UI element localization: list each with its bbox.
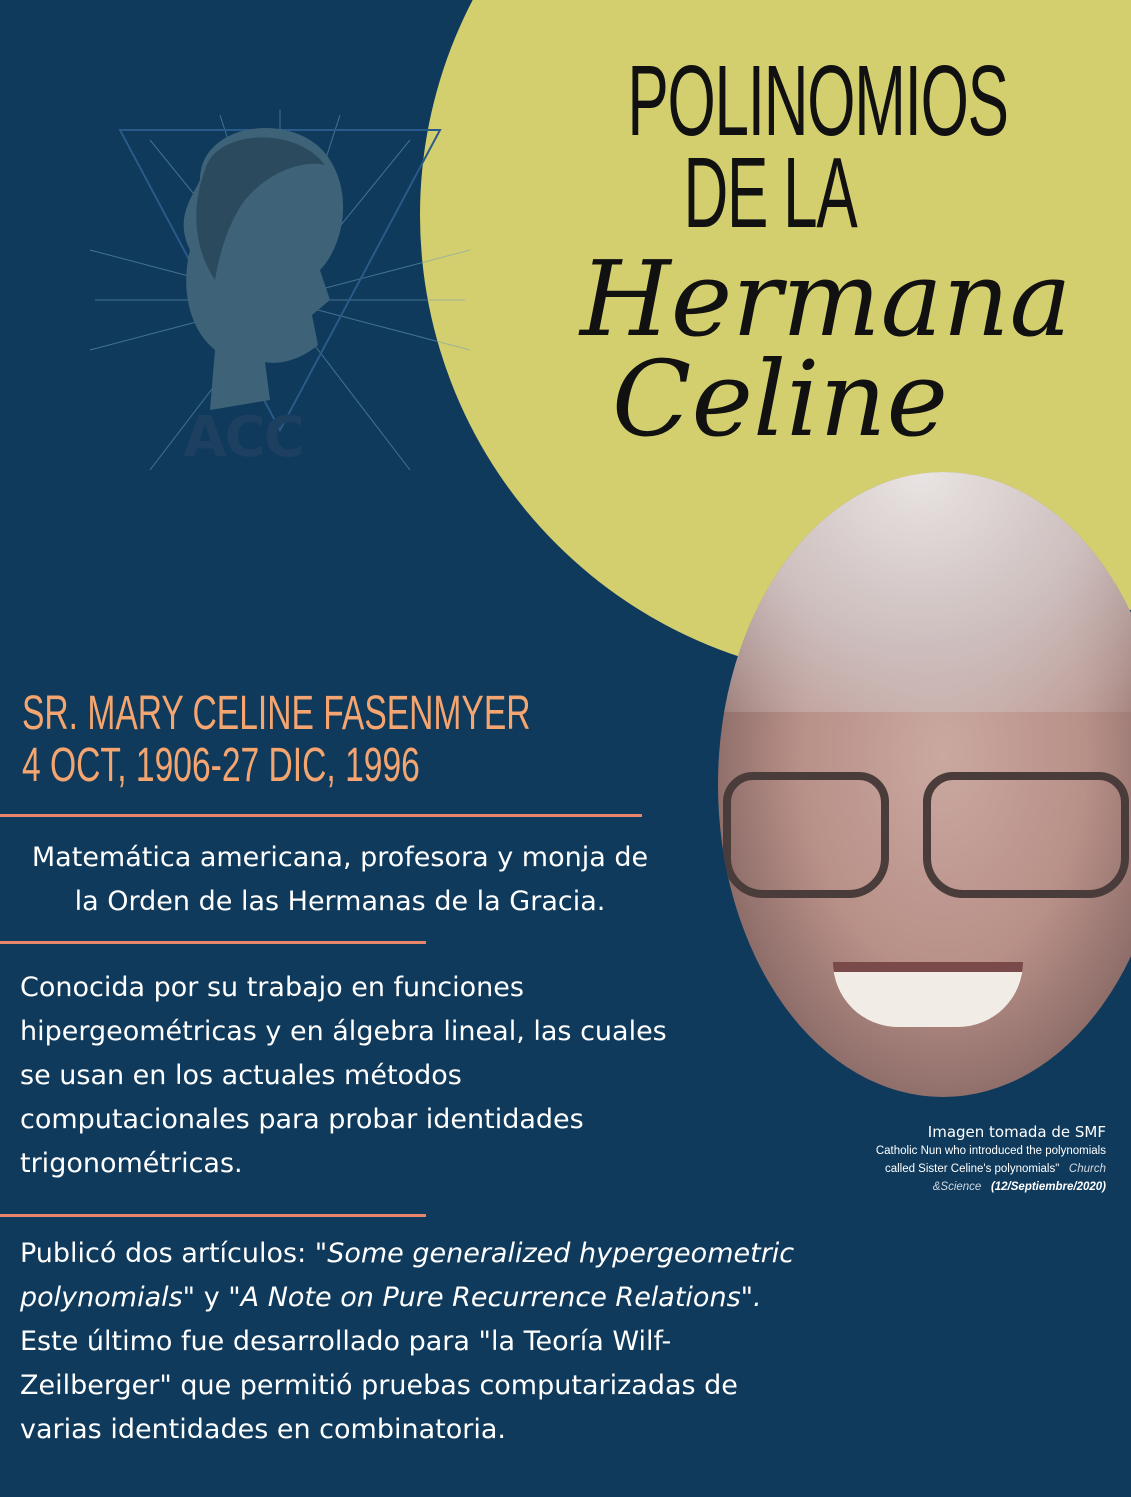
title-line-2: DE LA [683,137,857,249]
caption-source: Church [1068,1163,1106,1175]
caption-line-2: Catholic Nun who introduced the polynomials [875,1145,1106,1157]
photo-caption [706,1122,1106,1196]
person-name: SR. MARY CELINE FASENMYER [22,687,531,740]
pub-title-1: "Some generalized hypergeometric polynomials" [20,1238,795,1313]
divider-1 [0,814,642,817]
title-line-1: POLINOMIOS [627,45,1008,157]
logo-text: ACC [183,405,303,470]
pub-rest: Este último fue desarrollado para "la Teoría Wilf-Zeilberger" que permitió pruebas computarizadas de varias identidades en combinatoria. [20,1326,738,1445]
photo-smile [833,962,1023,1027]
divider-2 [0,941,426,944]
pub-intro: Publicó dos artículos: [20,1238,315,1269]
caption-line-1: Imagen tomada de SMF [927,1123,1106,1141]
title-script-1: Hermana [580,238,1072,360]
pub-and: y [195,1282,229,1313]
title-script-2: Celine [611,338,949,460]
paragraph-publications [20,1232,820,1452]
caption-line-3 [706,1160,1106,1178]
paragraph-intro: Matemática americana, profesora y monja de la Orden de las Hermanas de la Gracia. [31,842,649,917]
divider-3 [0,1214,426,1217]
caption-date: (12/Septiembre/2020) [990,1181,1106,1193]
pub-title-2: "A Note on Pure Recurrence Relations". [228,1282,762,1313]
caption-source-2: &Science [932,1181,982,1193]
portrait-photo [718,472,1131,1097]
photo-hair [718,472,1131,712]
caption-line-3-text: called Sister Celine's polynomials" [884,1163,1060,1175]
person-dates: 4 OCT, 1906-27 DIC, 1996 [22,739,420,792]
person-heading [22,688,530,792]
photo-glasses-right [923,772,1129,898]
poster-title [540,45,1072,460]
caption-line-4 [706,1178,1106,1196]
paragraph-work: Conocida por su trabajo en funciones hipergeométricas y en álgebra lineal, las cuales se usan en los actuales métodos computacionales para probar identidades trigonométricas. [20,972,667,1179]
photo-glasses-left [723,772,889,898]
